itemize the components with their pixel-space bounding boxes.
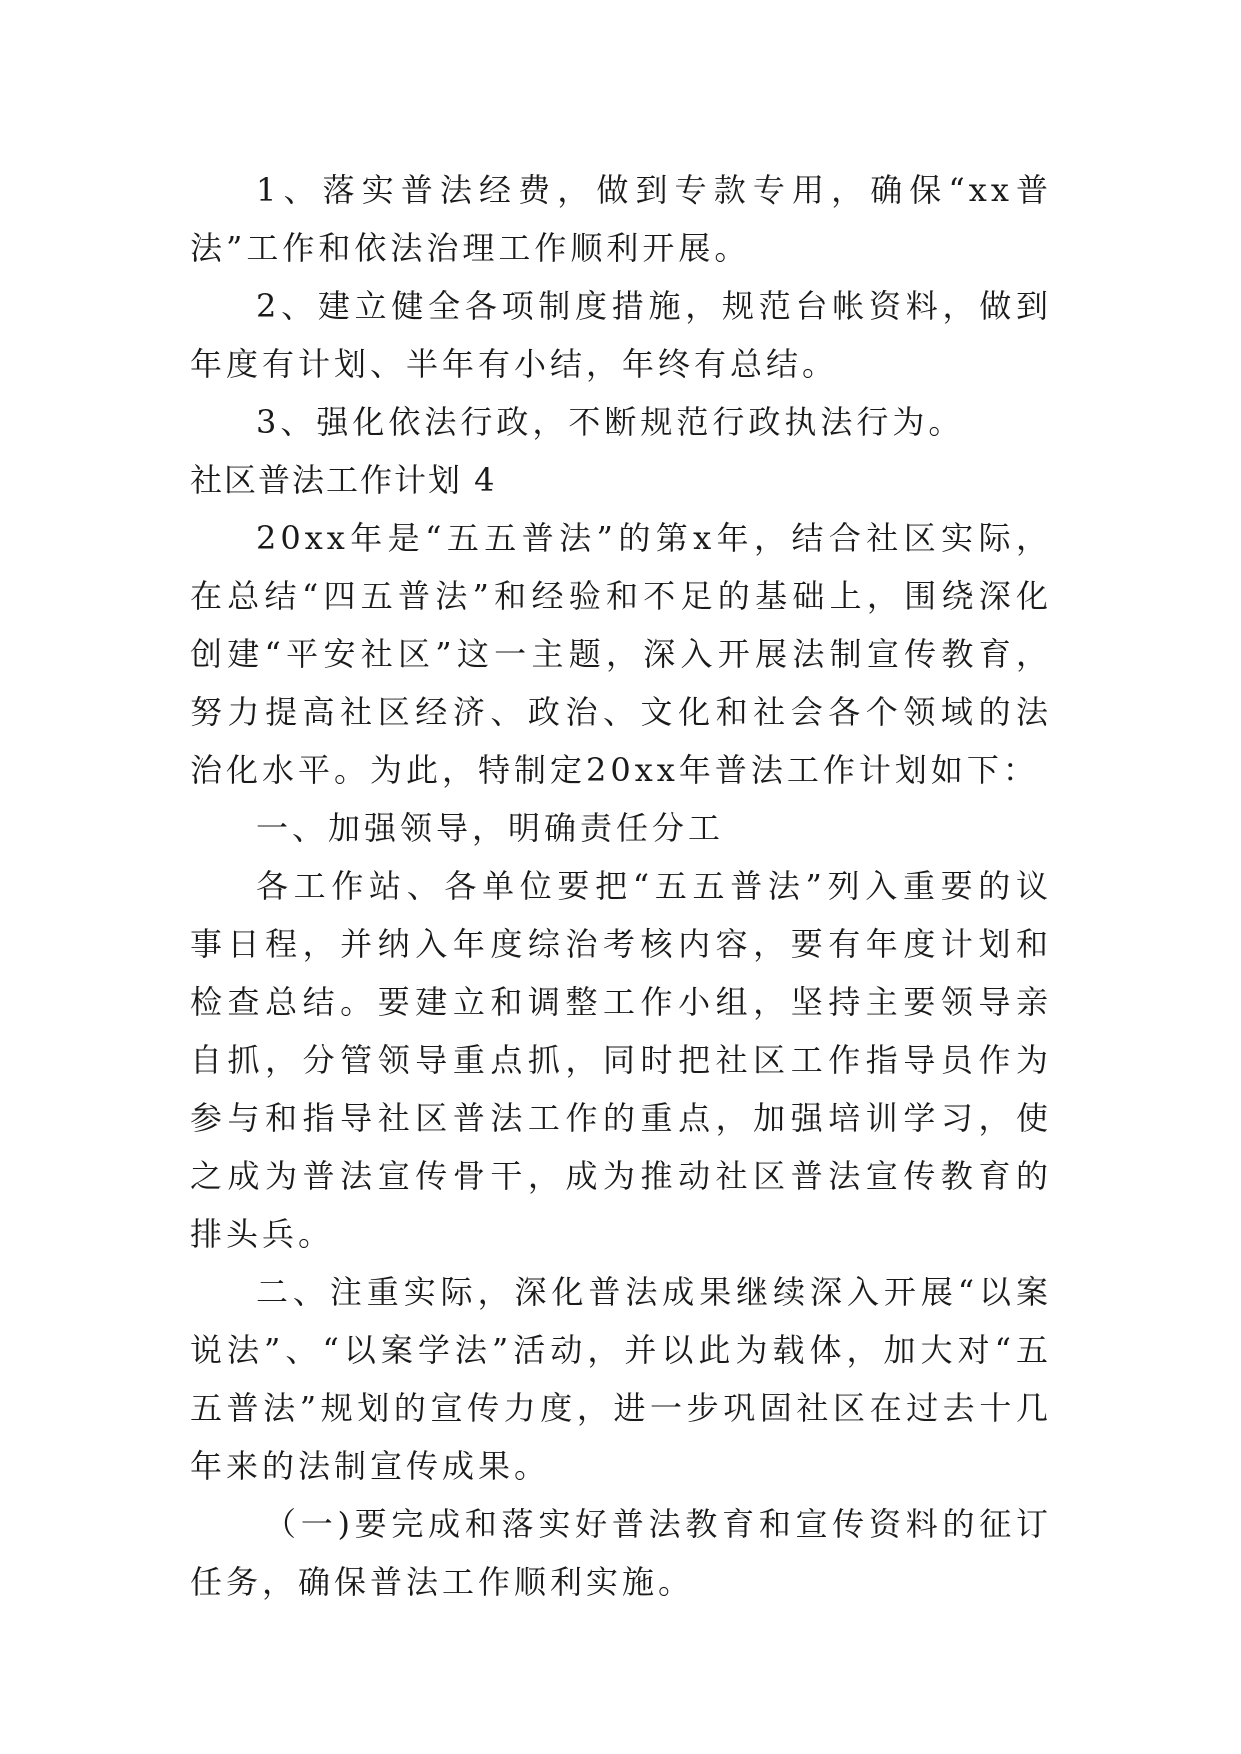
paragraph-systems: 2、建立健全各项制度措施，规范台帐资料，做到年度有计划、半年有小结，年终有总结。	[190, 287, 1052, 383]
paragraph-practice: 二、注重实际，深化普法成果继续深入开展“以案说法”、“以案学法”活动，并以此为载体，加大对“五五普法”规划的宣传力度，进一步巩固社区在过去十几年来的法制宣传成果。	[190, 1273, 1052, 1485]
paragraph-intro: 20xx年是“五五普法”的第x年，结合社区实际，在总结“四五普法”和经验和不足的基础上，围绕深化创建“平安社区”这一主题，深入开展法制宣传教育，努力提高社区经济、政治、文化和社会各个领域的法治化水平。为此，特制定20xx年普法工作计划如下：	[190, 519, 1052, 789]
paragraph-funding: 1、落实普法经费，做到专款专用，确保“xx普法”工作和依法治理工作顺利开展。	[190, 171, 1052, 267]
paragraph-administration: 3、强化依法行政，不断规范行政执法行为。	[256, 403, 965, 441]
paragraph-heading-leadership: 一、加强领导，明确责任分工	[256, 809, 725, 847]
section-title: 社区普法工作计划 4	[190, 461, 497, 499]
document-body	[190, 161, 1052, 1611]
paragraph-materials: （一)要完成和落实好普法教育和宣传资料的征订任务，确保普法工作顺利实施。	[190, 1505, 1052, 1601]
paragraph-leadership: 各工作站、各单位要把“五五普法”列入重要的议事日程，并纳入年度综治考核内容，要有年度计划和检查总结。要建立和调整工作小组，坚持主要领导亲自抓，分管领导重点抓，同时把社区工作指导员作为参与和指导社区普法工作的重点，加强培训学习，使之成为普法宣传骨干，成为推动社区普法宣传教育的排头兵。	[190, 867, 1052, 1253]
